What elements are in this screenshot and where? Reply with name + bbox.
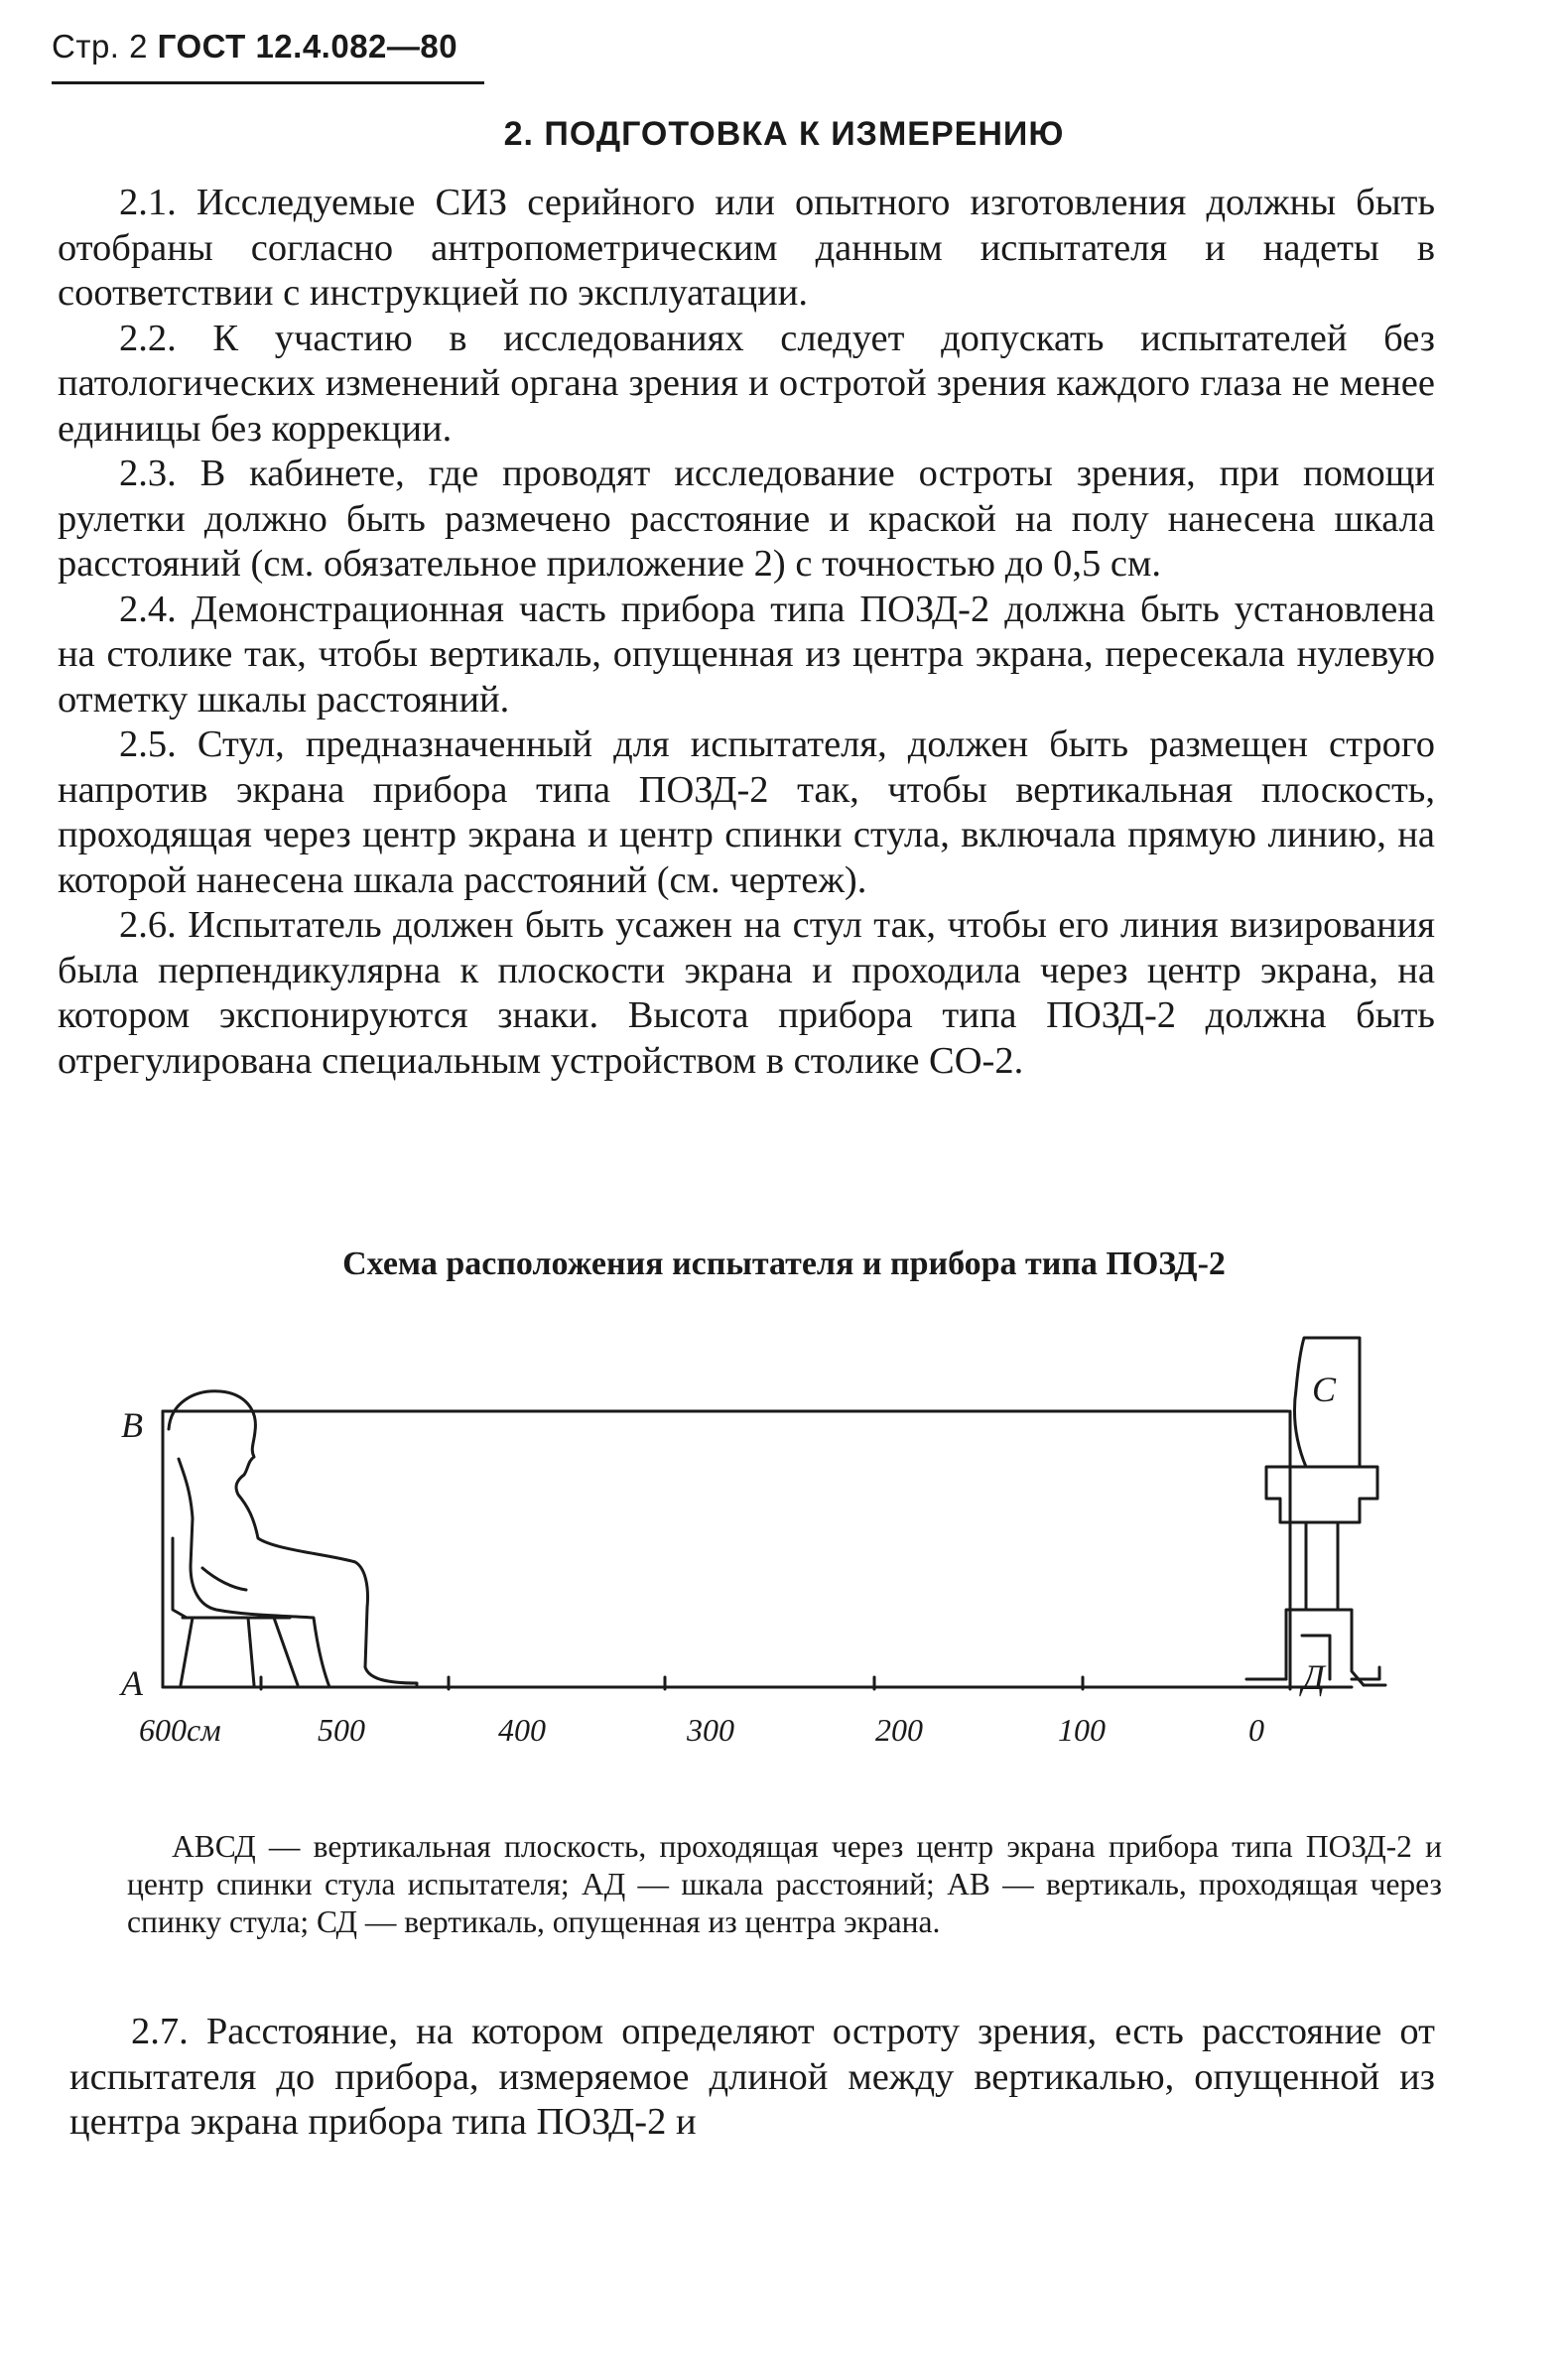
paragraph-2-3: 2.3. В кабинете, где проводят исследование остроты зрения, при помощи рулетки должно быть размечено расстояние и краской на полу нанесена шкала расстояний (см. обязательное приложение 2) с точностью до 0,5 см. [58,453,1435,585]
page-number: Стр. 2 [52,28,148,65]
paragraph-2-1: 2.1. Исследуемые СИЗ серийного или опытного изготовления должны быть отобраны согласно антропометрическим данным испытателя и надеты в соответствии с инструкцией по эксплуатации. [58,182,1435,314]
section-title: 2. ПОДГОТОВКА К ИЗМЕРЕНИЮ [503,115,1065,153]
chair-leg-front [274,1618,298,1685]
standard-label: ГОСТ [157,28,246,65]
tick-label-600: 600см [139,1712,221,1748]
instrument-column [1306,1522,1338,1610]
chair-back [173,1538,187,1618]
instrument-table [1286,1610,1364,1685]
instrument-shelf [1266,1467,1377,1522]
figure-caption: АВСД — вертикальная плоскость, проходящая через центр экрана прибора типа ПОЗД-2 и центр спинки стула испытателя; АД — шкала расстояний; АВ — вертикаль, проходящая через спинку стула; СД — вертикаль, опущенная из центра экрана. [127,1829,1442,1939]
chair-leg-rear [181,1618,193,1685]
tick-label-100: 100 [1058,1712,1106,1748]
label-b: В [121,1405,143,1445]
paragraph-2-4: 2.4. Демонстрационная часть прибора типа ПОЗД-2 должна быть установлена на столике так, чтобы вертикаль, опущенная из центра экрана, пересекала нулевую отметку шкалы расстояний. [58,588,1435,721]
body-text [58,181,1435,1084]
tester-hand [202,1568,246,1590]
label-d: Д [1302,1657,1325,1697]
layout-diagram [99,1320,1469,1806]
paragraph-2-7: 2.7. Расстояние, на котором определяют остроту зрения, есть расстояние от испытателя до прибора, измеряемое длиной между вертикалью, опущенной из центра экрана прибора типа ПОЗД-2 и [69,2011,1435,2143]
tick-label-0: 0 [1248,1712,1264,1748]
chair-leg-mid [248,1618,254,1685]
tick-label-400: 400 [498,1712,546,1748]
figure-title: Схема расположения испытателя и прибора типа ПОЗД-2 [342,1245,1226,1282]
paragraph-2-2: 2.2. К участию в исследованиях следует допускать испытателей без патологических изменений органа зрения и остротой зрения каждого глаза не менее единицы без коррекции. [58,317,1435,450]
diagram-svg [99,1320,1469,1806]
standard-number: 12.4.082—80 [255,28,458,65]
tick-label-500: 500 [318,1712,365,1748]
paragraph-2-6: 2.6. Испытатель должен быть усажен на стул так, чтобы его линия визирования была перпендикулярна к плоскости экрана и проходила через центр экрана, на котором экспонируются знаки. Высота прибора типа ПОЗД-2 должна быть отрегулирована специальным устройством в столике СО-2. [58,904,1435,1082]
tick-label-200: 200 [875,1712,923,1748]
running-header [52,28,457,66]
label-c: С [1312,1370,1337,1409]
tick-label-300: 300 [687,1712,734,1748]
paragraph-2-5: 2.5. Стул, предназначенный для испытателя, должен быть размещен строго напротив экрана прибора типа ПОЗД-2 так, чтобы вертикальная плоскость, проходящая через центр экрана и центр спинки стула, включала прямую линию, на которой нанесена шкала расстояний (см. чертеж). [58,723,1435,901]
header-rule [52,81,484,84]
body-text-continued [69,2010,1435,2146]
label-a: А [121,1663,143,1703]
tester-silhouette [169,1391,417,1687]
